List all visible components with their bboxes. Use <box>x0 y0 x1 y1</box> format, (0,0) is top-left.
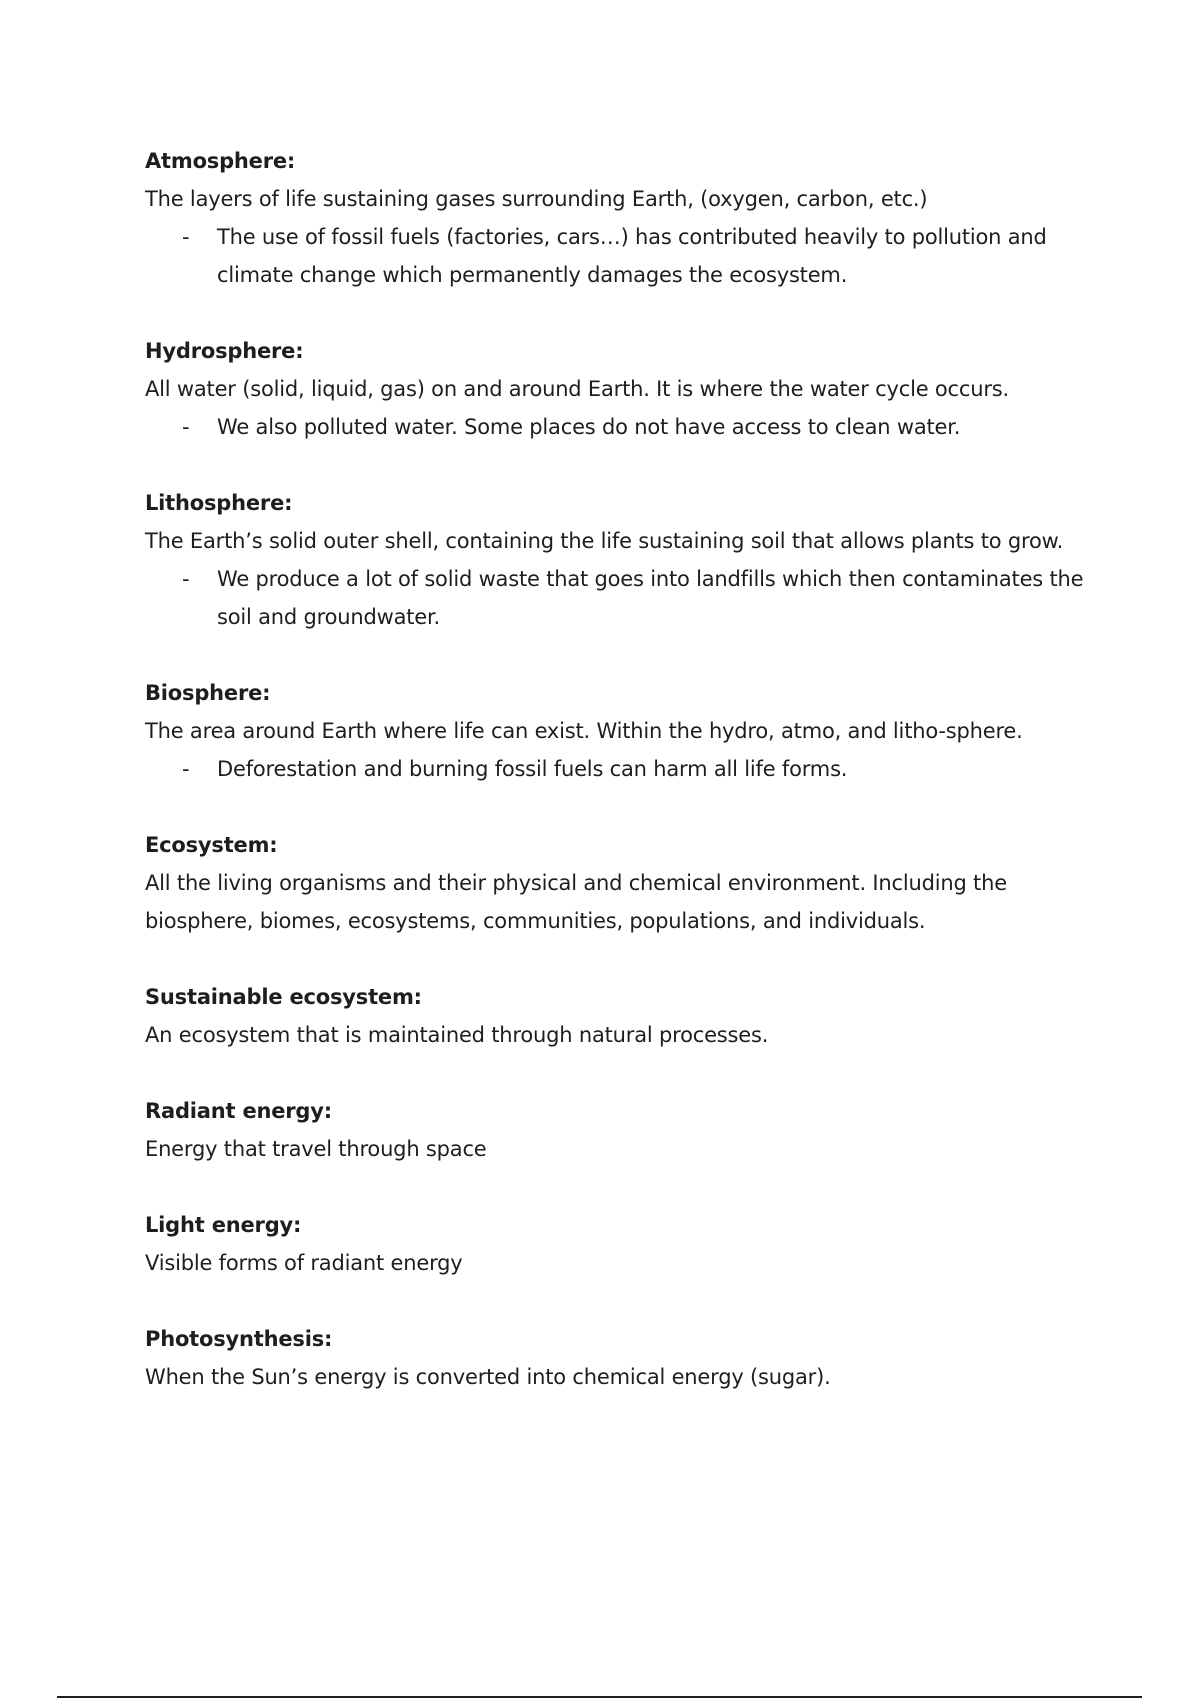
section-biosphere <box>145 674 1105 788</box>
term-definition: An ecosystem that is maintained through natural processes. <box>145 1023 769 1047</box>
bullet-item <box>145 750 1105 788</box>
term-definition: When the Sun’s energy is converted into chemical energy (sugar). <box>145 1365 831 1389</box>
section-lithosphere <box>145 484 1105 636</box>
section-photosynthesis <box>145 1320 1105 1396</box>
section-sustainable-ecosystem <box>145 978 1105 1054</box>
term-heading: Sustainable ecosystem: <box>145 985 422 1009</box>
bullet-dash: - <box>182 567 190 591</box>
bullet-text: The use of fossil fuels (factories, cars…) has contributed heavily to pollution and climate change which permanently damages the ecosystem. <box>217 225 1047 287</box>
document-page <box>145 142 1105 1434</box>
bullet-text: We produce a lot of solid waste that goes into landfills which then contaminates the soil and groundwater. <box>217 567 1084 629</box>
bullet-item <box>145 218 1105 294</box>
term-heading: Lithosphere: <box>145 491 293 515</box>
term-definition: All the living organisms and their physical and chemical environment. Including the biosphere, biomes, ecosystems, communities, populations, and individuals. <box>145 871 1007 933</box>
section-light-energy <box>145 1206 1105 1282</box>
section-ecosystem <box>145 826 1105 940</box>
term-definition: All water (solid, liquid, gas) on and around Earth. It is where the water cycle occurs. <box>145 377 1009 401</box>
term-definition: The Earth’s solid outer shell, containing the life sustaining soil that allows plants to grow. <box>145 529 1064 553</box>
term-definition: Energy that travel through space <box>145 1137 487 1161</box>
term-definition: Visible forms of radiant energy <box>145 1251 463 1275</box>
bullet-dash: - <box>182 757 190 781</box>
section-atmosphere <box>145 142 1105 294</box>
bullet-text: We also polluted water. Some places do not have access to clean water. <box>217 415 961 439</box>
bullet-item <box>145 408 1105 446</box>
bullet-text: Deforestation and burning fossil fuels can harm all life forms. <box>217 757 848 781</box>
term-heading: Ecosystem: <box>145 833 278 857</box>
term-definition: The area around Earth where life can exist. Within the hydro, atmo, and litho-sphere. <box>145 719 1023 743</box>
section-radiant-energy <box>145 1092 1105 1168</box>
term-heading: Biosphere: <box>145 681 271 705</box>
section-hydrosphere <box>145 332 1105 446</box>
term-heading: Hydrosphere: <box>145 339 304 363</box>
term-heading: Photosynthesis: <box>145 1327 333 1351</box>
bullet-dash: - <box>182 225 190 249</box>
footer-divider <box>57 1696 1142 1698</box>
term-heading: Light energy: <box>145 1213 302 1237</box>
term-heading: Atmosphere: <box>145 149 296 173</box>
term-heading: Radiant energy: <box>145 1099 332 1123</box>
bullet-item <box>145 560 1105 636</box>
bullet-dash: - <box>182 415 190 439</box>
term-definition: The layers of life sustaining gases surrounding Earth, (oxygen, carbon, etc.) <box>145 187 928 211</box>
